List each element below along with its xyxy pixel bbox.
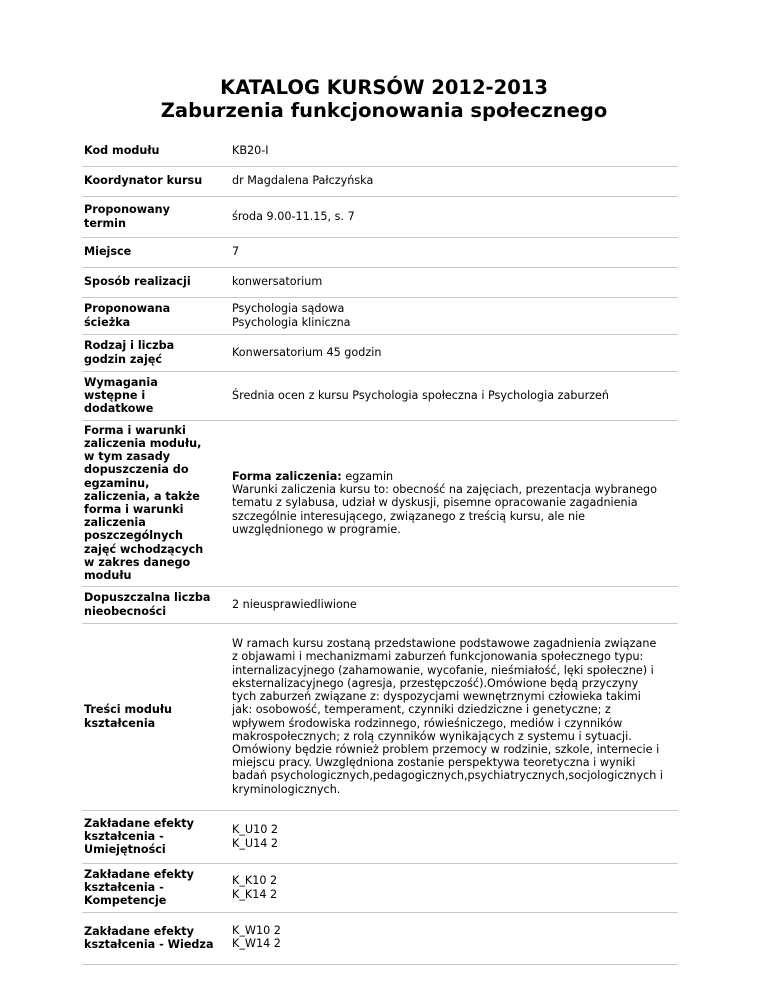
row-value: 7 xyxy=(232,245,240,259)
row-label: Forma i warunki zaliczenia modułu, w tym zasady dopuszczenia do egzaminu, zaliczenia, a także forma i warunki zaliczenia poszczególnych zajęć wchodzących w zakres danego modułu xyxy=(84,423,204,583)
row-label: Koordynator kursu xyxy=(84,174,203,188)
row-label: Dopuszczalna liczba nieobecności xyxy=(84,591,211,618)
row-label: Sposób realizacji xyxy=(84,275,191,289)
row-value: 2 nieusprawiedliwione xyxy=(232,597,357,611)
row-label: Treści modułu kształcenia xyxy=(84,703,172,730)
row-label: Proponowany termin xyxy=(84,203,170,230)
row-label: Rodzaj i liczba godzin zajęć xyxy=(84,339,175,366)
row-value: dr Magdalena Pałczyńska xyxy=(232,174,374,188)
title-line-catalog: KATALOG KURSÓW 2012-2013 xyxy=(220,76,548,99)
row-value: K_U10 2 K_U14 2 xyxy=(232,823,279,850)
course-info-table xyxy=(82,136,678,965)
table-row xyxy=(82,912,678,964)
row-value: K_K10 2 K_K14 2 xyxy=(232,874,278,901)
table-row xyxy=(82,810,678,863)
row-label: Zakładane efekty kształcenia - Kompetencje xyxy=(84,867,194,908)
row-label: Kod modułu xyxy=(84,144,160,158)
row-value: Średnia ocen z kursu Psychologia społeczna i Psychologia zaburzeń xyxy=(232,388,610,402)
row-value: W ramach kursu zostaną przedstawione podstawowe zagadnienia związane z objawami i mechanizmami zaburzeń funkcjonowania społecznego typu: internalizacyjnego (zahamowanie, wycofanie, nieśmiałość, lęki społeczne) i eksternalizacyjnego (agresja, przestępczość).Omówione będą przyczyny tych zaburzeń związane z: dyspozycjami wewnętrznymi człowieka takimi jak: osobowość, temperament, czynniki dziedziczne i genetyczne; z wpływem środowiska rodzinnego, rówieśniczego, mediów i czynników makrospołecznych; z rolą czynników wynikających z systemu i sytuacji. Omówiony będzie również problem przemocy w rodzinie, szkole, internecie i miejscu pracy. Uwzględniona zostanie perspektywa teoretyczna i wyniki badań psychologicznych,pedagogicznych,psychiatrycznych,socjologicznych i kryminologicznych. xyxy=(232,637,663,796)
row-value: Forma zaliczenia: egzamin Warunki zaliczenia kursu to: obecność na zajęciach, prezentacja wybranego tematu z sylabusa, udział w dyskusji, pisemne opracowanie zagadnienia szczególnie interesującego, związanego z treścią kursu, ale nie uwzględnionego w programie. xyxy=(232,469,657,536)
table-row xyxy=(82,267,678,297)
row-label: Miejsce xyxy=(84,245,132,259)
table-row xyxy=(82,166,678,196)
forma-zaliczenia-value: egzamin xyxy=(341,469,394,483)
table-row xyxy=(82,623,678,810)
table-row xyxy=(82,371,678,420)
row-value: Konwersatorium 45 godzin xyxy=(232,345,382,359)
table-row xyxy=(82,334,678,371)
row-value: środa 9.00-11.15, s. 7 xyxy=(232,209,355,223)
forma-zaliczenia-label: Forma zaliczenia: xyxy=(232,469,342,483)
table-row xyxy=(82,136,678,166)
row-label: Wymagania wstępne i dodatkowe xyxy=(84,375,158,416)
row-label: Proponowana ścieżka xyxy=(84,302,171,329)
row-value: KB20-I xyxy=(232,144,269,158)
table-row xyxy=(82,586,678,623)
row-value: konwersatorium xyxy=(232,275,323,289)
table-row xyxy=(82,237,678,267)
row-label: Zakładane efekty kształcenia - Umiejętności xyxy=(84,816,194,857)
table-row xyxy=(82,297,678,334)
title-line-course: Zaburzenia funkcjonowania społecznego xyxy=(160,99,608,122)
row-value: Psychologia sądowa Psychologia kliniczna xyxy=(232,302,351,329)
table-row xyxy=(82,863,678,912)
row-value: K_W10 2 K_W14 2 xyxy=(232,923,281,950)
table-row xyxy=(82,420,678,586)
row-label: Zakładane efekty kształcenia - Wiedza xyxy=(84,924,214,951)
page-title xyxy=(0,76,768,122)
table-row xyxy=(82,196,678,237)
